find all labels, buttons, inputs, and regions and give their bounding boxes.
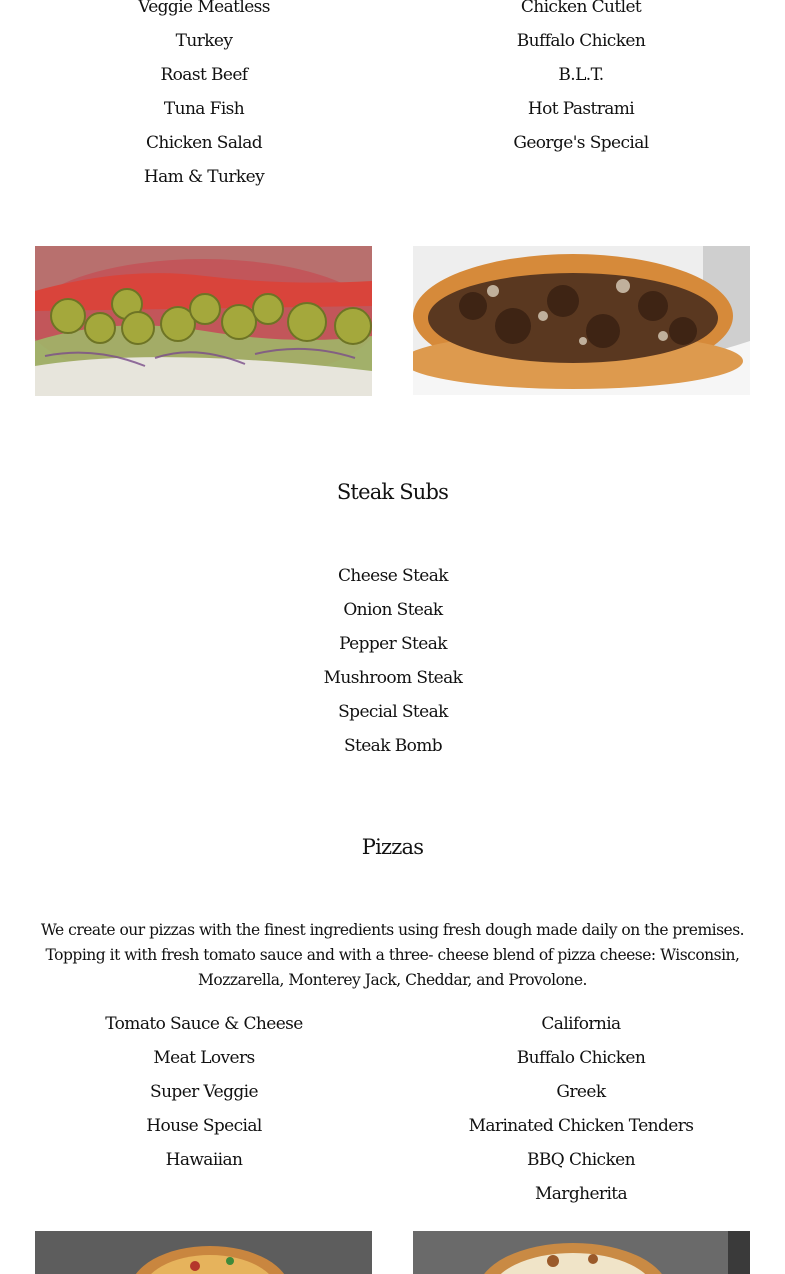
menu-item: Margherita — [534, 1184, 628, 1204]
menu-item: Roast Beef — [160, 65, 248, 85]
menu-item: Hot Pastrami — [527, 99, 635, 119]
menu-item: Veggie Meatless — [138, 0, 270, 17]
menu-item: Meat Lovers — [153, 1048, 255, 1068]
subs-list-right — [385, 0, 777, 160]
menu-item: Pepper Steak — [339, 634, 447, 654]
menu-item: BBQ Chicken — [527, 1150, 635, 1170]
menu-item: Buffalo Chicken — [516, 31, 646, 51]
menu-item: Onion Steak — [343, 600, 443, 620]
menu-item: Super Veggie — [150, 1082, 258, 1102]
pizza-image-left — [35, 1231, 372, 1274]
menu-item: Turkey — [175, 31, 233, 51]
menu-item: Marinated Chicken Tenders — [468, 1116, 694, 1136]
italian-sub-photo — [35, 246, 372, 396]
section-title-pizzas: Pizzas — [361, 835, 424, 859]
menu-item: Cheese Steak — [337, 566, 449, 586]
pizzas-list-left — [8, 1007, 400, 1177]
steak-subs-list — [197, 559, 589, 763]
section-title-steak-subs: Steak Subs — [336, 480, 449, 504]
pizza-photo-left — [35, 1231, 372, 1274]
pizza-image-right — [413, 1231, 750, 1274]
menu-item: Chicken Cutlet — [520, 0, 642, 17]
menu-item: Ham & Turkey — [143, 167, 265, 187]
pizzas-list-right — [385, 1007, 777, 1211]
menu-item: House Special — [146, 1116, 262, 1136]
subs-list-left — [8, 0, 400, 194]
menu-item: Chicken Salad — [145, 133, 263, 153]
menu-item: Tomato Sauce & Cheese — [105, 1014, 303, 1034]
steak-sub-photo — [413, 246, 750, 395]
menu-item: George's Special — [513, 133, 649, 153]
menu-item: Steak Bomb — [343, 736, 443, 756]
menu-item: Mushroom Steak — [323, 668, 463, 688]
menu-item: Greek — [556, 1082, 606, 1102]
pizza-photo-right — [413, 1231, 750, 1274]
italian-sub-image — [35, 246, 372, 396]
steak-sub-image — [413, 246, 750, 395]
menu-item: B.L.T. — [558, 65, 604, 85]
pizzas-description: We create our pizzas with the finest ingredients using fresh dough made daily on the premises. Topping it with fresh tomato sauce and with a three- cheese blend of pizza cheese: Wisconsin, Mozzarella, Monterey Jack, Cheddar, and Provolone. — [40, 921, 745, 989]
menu-item: Tuna Fish — [163, 99, 245, 119]
menu-item: Buffalo Chicken — [516, 1048, 646, 1068]
menu-item: Hawaiian — [165, 1150, 243, 1170]
menu-item: Special Steak — [338, 702, 448, 722]
menu-item: California — [541, 1014, 621, 1034]
